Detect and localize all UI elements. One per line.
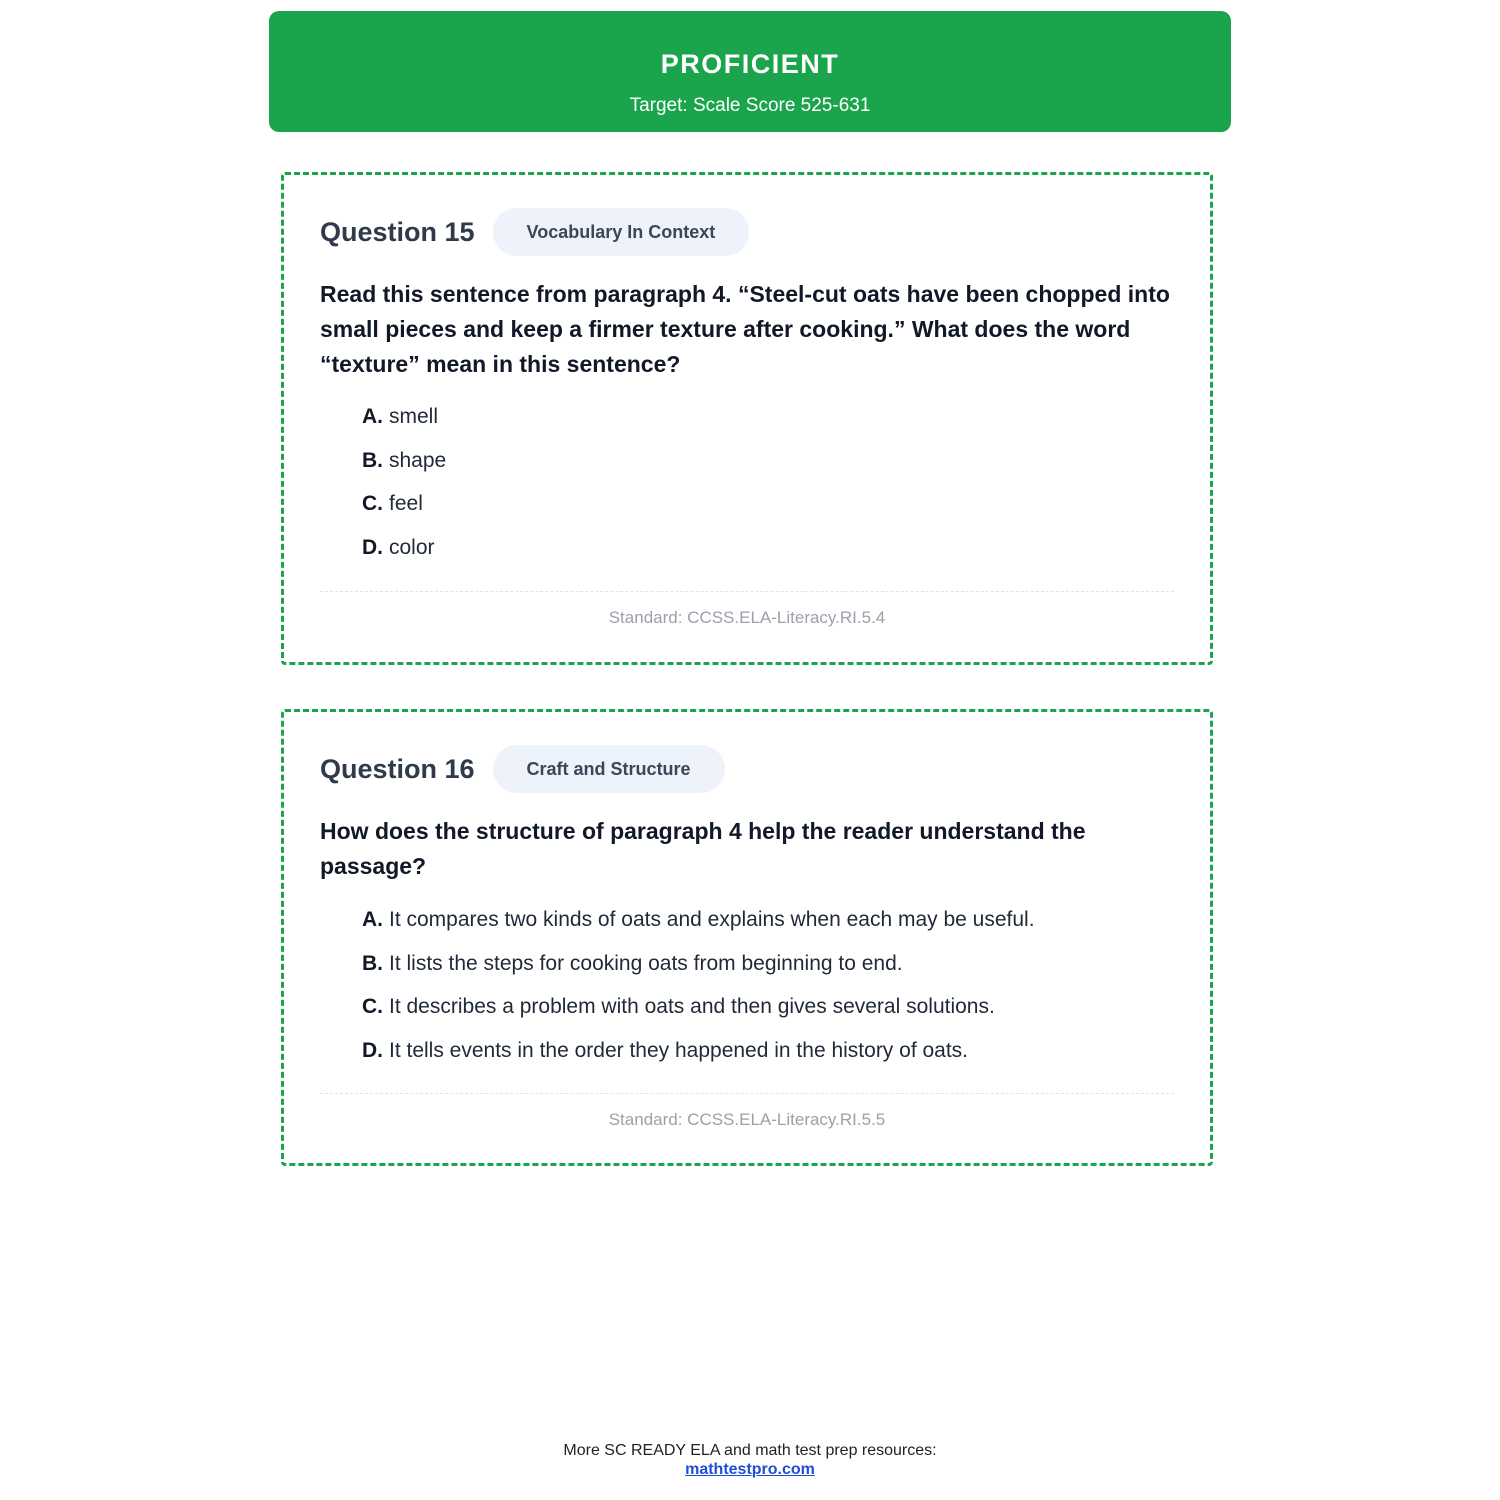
choice-text: smell xyxy=(389,405,439,428)
question-stem: Read this sentence from paragraph 4. “Steel-cut oats have been chopped into small pieces and keep a firmer texture after cooking.” What does the word “texture” mean in this sentence? xyxy=(320,281,1170,377)
choice-letter: D. xyxy=(362,1039,383,1063)
question-header xyxy=(320,208,749,256)
banner-title: PROFICIENT xyxy=(660,49,840,79)
choice-text: It describes a problem with oats and then gives several solutions. xyxy=(389,995,995,1019)
answer-choice-d[interactable] xyxy=(362,530,1174,574)
choice-text: feel xyxy=(389,492,423,516)
level-banner xyxy=(269,11,1231,132)
divider xyxy=(320,591,1174,592)
footer-text: More SC READY ELA and math test prep resources: xyxy=(563,1442,937,1459)
footer-link[interactable]: mathtestpro.com xyxy=(685,1461,815,1478)
divider xyxy=(320,1093,1174,1094)
answer-choices xyxy=(362,902,1174,1077)
choice-text: It compares two kinds of oats and explains when each may be useful. xyxy=(389,908,1035,931)
question-category-tag: Craft and Structure xyxy=(493,745,725,793)
standard-label: Standard: CCSS.ELA-Literacy.RI.5.4 xyxy=(608,608,886,627)
question-card-16 xyxy=(281,709,1213,1166)
choice-text: It tells events in the order they happened in the history of oats. xyxy=(389,1039,969,1063)
choice-letter: B. xyxy=(362,448,383,472)
question-card-15 xyxy=(281,172,1213,665)
banner-subtitle: Target: Scale Score 525-631 xyxy=(629,95,871,116)
choice-text: It lists the steps for cooking oats from beginning to end. xyxy=(389,951,903,975)
answer-choice-a[interactable] xyxy=(362,399,1174,443)
question-title: Question 16 xyxy=(320,753,475,784)
answer-choices xyxy=(362,399,1174,574)
choice-letter: C. xyxy=(362,995,383,1019)
choice-letter: D. xyxy=(362,536,383,560)
choice-letter: B. xyxy=(362,951,383,975)
answer-choice-b[interactable] xyxy=(362,946,1174,990)
answer-choice-d[interactable] xyxy=(362,1033,1174,1077)
answer-choice-c[interactable] xyxy=(362,486,1174,530)
question-header xyxy=(320,745,725,793)
standard-label: Standard: CCSS.ELA-Literacy.RI.5.5 xyxy=(608,1110,886,1129)
choice-text: shape xyxy=(389,448,447,472)
answer-choice-c[interactable] xyxy=(362,989,1174,1033)
choice-letter: A. xyxy=(362,405,383,428)
question-title: Question 15 xyxy=(320,216,475,247)
choice-text: color xyxy=(389,536,435,560)
footer xyxy=(0,1441,1500,1479)
choice-letter: C. xyxy=(362,492,383,516)
question-stem: How does the structure of paragraph 4 help the reader understand the passage? xyxy=(320,818,1086,879)
question-category-tag: Vocabulary In Context xyxy=(493,208,750,256)
answer-choice-a[interactable] xyxy=(362,902,1174,946)
answer-choice-b[interactable] xyxy=(362,443,1174,487)
choice-letter: A. xyxy=(362,908,383,931)
